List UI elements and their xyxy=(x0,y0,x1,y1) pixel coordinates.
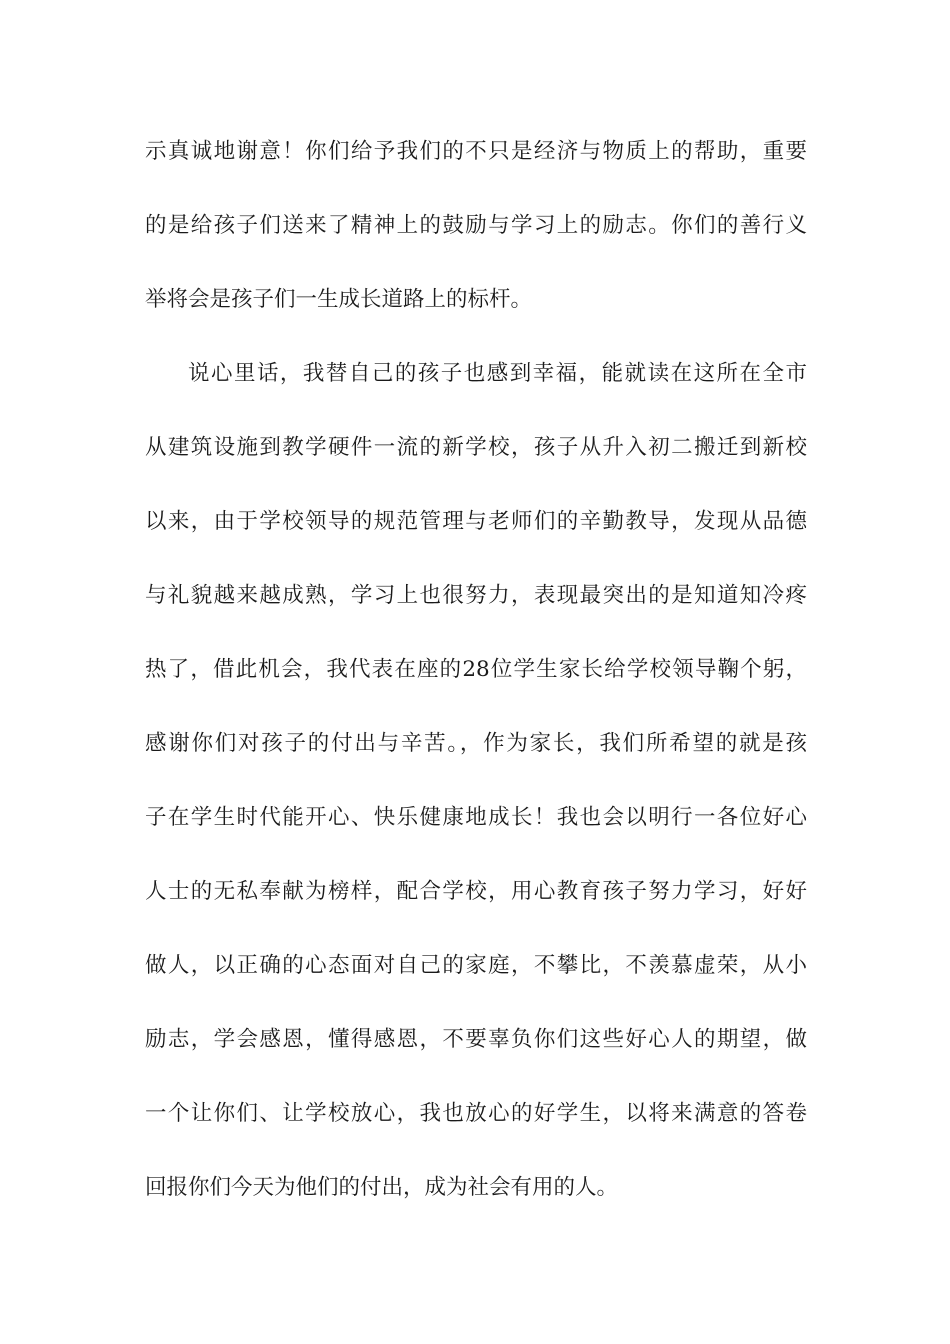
text-line: 举将会是孩子们一生成长道路上的标杆。 xyxy=(145,287,533,312)
text-line: 从建筑设施到教学硬件一流的新学校，孩子从升入初二搬迁到新校 xyxy=(145,435,807,460)
text-line: 一个让你们、让学校放心，我也放心的好学生，以将来满意的答卷 xyxy=(145,1101,807,1126)
text-line: 示真诚地谢意！你们给予我们的不只是经济与物质上的帮助，重要 xyxy=(145,139,807,164)
text-line: 以来，由于学校领导的规范管理与老师们的辛勤教导，发现从品德 xyxy=(145,509,807,534)
text-line: 热了，借此机会，我代表在座的28位学生家长给学校领导鞠个躬， xyxy=(145,657,807,682)
text-line: 励志，学会感恩，懂得感恩，不要辜负你们这些好心人的期望，做 xyxy=(145,1027,807,1052)
text-line: 人士的无私奉献为榜样，配合学校，用心教育孩子努力学习，好好 xyxy=(145,879,807,904)
text-line: 感谢你们对孩子的付出与辛苦。，作为家长，我们所希望的就是孩 xyxy=(145,731,807,756)
body-text xyxy=(145,130,807,1240)
text-line: 与礼貌越来越成熟，学习上也很努力，表现最突出的是知道知冷疼 xyxy=(145,583,807,608)
text-line: 回报你们今天为他们的付出，成为社会有用的人。 xyxy=(145,1175,619,1200)
text-line: 的是给孩子们送来了精神上的鼓励与学习上的励志。你们的善行义 xyxy=(145,213,807,238)
text-line: 子在学生时代能开心、快乐健康地成长！我也会以明行一各位好心 xyxy=(145,805,807,830)
text-line: 说心里话，我替自己的孩子也感到幸福，能就读在这所在全市 xyxy=(188,361,807,386)
text-line: 做人，以正确的心态面对自己的家庭，不攀比，不羡慕虚荣，从小 xyxy=(145,953,807,978)
